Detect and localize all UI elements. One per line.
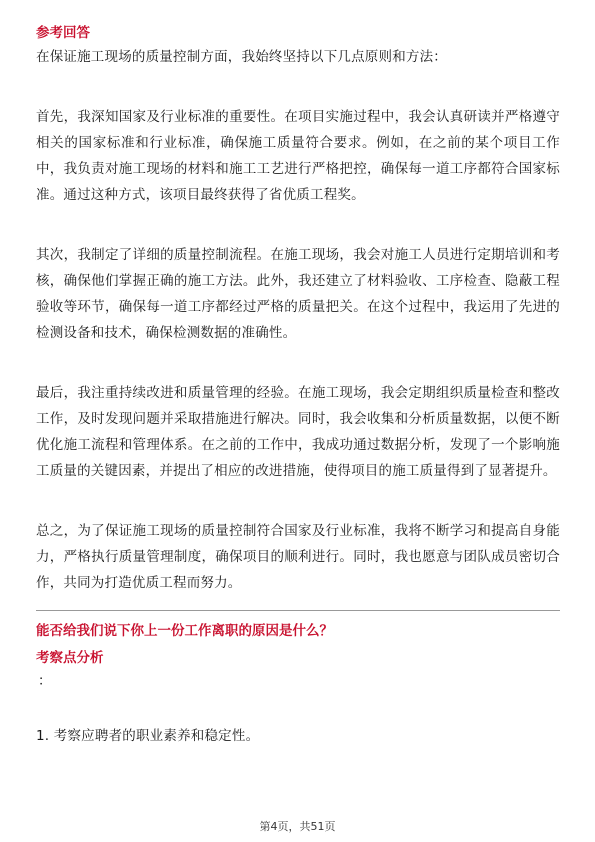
spacer <box>36 208 560 242</box>
analysis-colon: ： <box>38 673 52 689</box>
interview-question: 能否给我们说下你上一份工作离职的原因是什么？ <box>36 623 333 639</box>
section-divider <box>36 610 560 611</box>
paragraph-first: 首先，我深知国家及行业标准的重要性。在项目实施过程中，我会认真研读并严格遵守相关的国家标准和行业标准，确保施工质量符合要求。例如，在之前的某个项目工作中，我负责对施工现场的材料和施工工艺进行严格把控，确保每一道工序都符合国家标准。通过这种方式，该项目最终获得了省优质工程奖。 <box>36 109 560 203</box>
spacer <box>36 484 560 518</box>
paragraph-last: 最后，我注重持续改进和质量管理的经验。在施工现场，我会定期组织质量检查和整改工作，及时发现问题并采取措施进行解决。同时，我会收集和分析质量数据，以便不断优化施工流程和管理体系。在之前的工作中，我成功通过数据分析，发现了一个影响施工质量的关键因素，并提出了相应的改进措施，使得项目的施工质量得到了显著提升。 <box>36 385 560 479</box>
spacer <box>36 693 560 723</box>
page-number: 第4页，共51页 <box>259 820 336 833</box>
intro-paragraph: 在保证施工现场的质量控制方面，我始终坚持以下几点原则和方法： <box>36 49 447 65</box>
spacer <box>36 70 560 104</box>
analysis-point: 1. 考察应聘者的职业素养和稳定性。 <box>36 728 260 744</box>
page-content <box>36 22 560 749</box>
paragraph-second: 其次，我制定了详细的质量控制流程。在施工现场，我会对施工人员进行定期培训和考核，确保他们掌握正确的施工方法。此外，我还建立了材料验收、工序检查、隐蔽工程验收等环节，确保每一道工序都经过严格的质量把关。在这个过程中，我运用了先进的检测设备和技术，确保检测数据的准确性。 <box>36 247 560 341</box>
analysis-label: 考察点分析 <box>36 650 104 666</box>
reference-answer-label: 参考回答 <box>36 25 90 41</box>
paragraph-conclusion: 总之，为了保证施工现场的质量控制符合国家及行业标准，我将不断学习和提高自身能力，严格执行质量管理制度，确保项目的顺利进行。同时，我也愿意与团队成员密切合作，共同为打造优质工程而努力。 <box>36 523 560 591</box>
spacer <box>36 346 560 380</box>
